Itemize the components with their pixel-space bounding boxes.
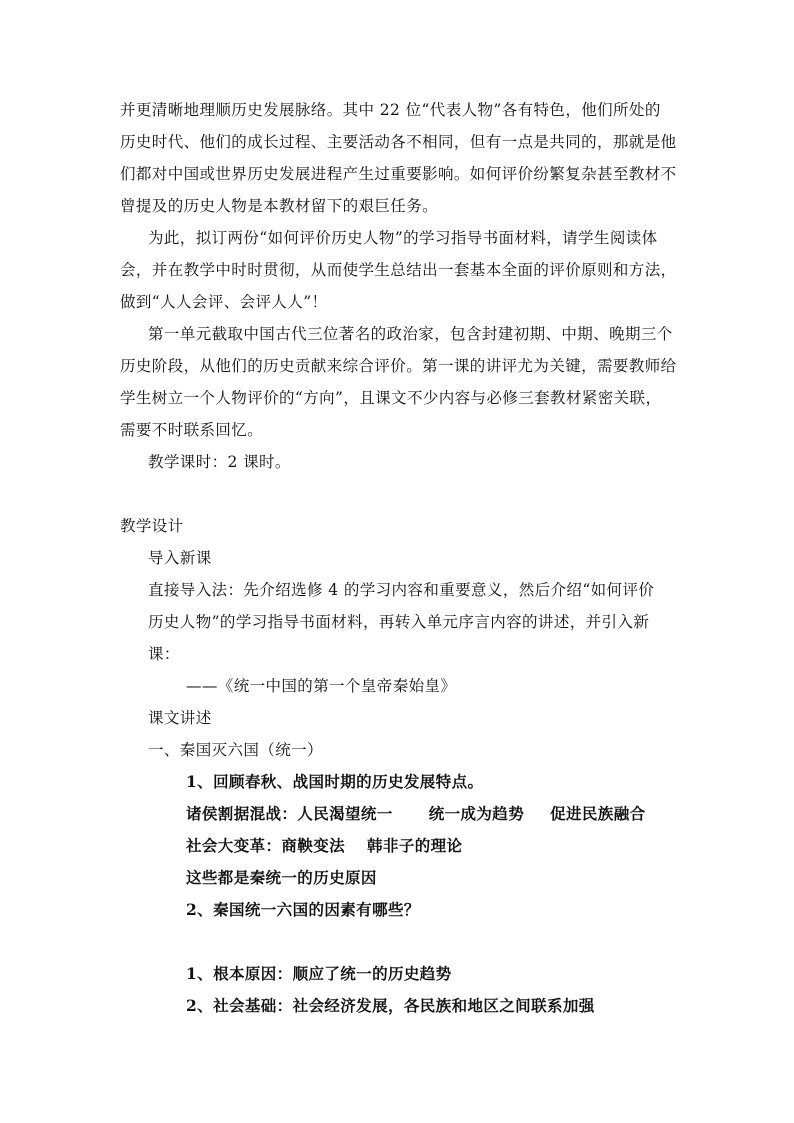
question-one-row <box>186 836 462 856</box>
intro-line: 历史人物”的学习指导书面材料，再转入单元序言内容的讲述，并引入新 <box>148 613 650 631</box>
section-heading: 教学设计 <box>120 517 184 535</box>
paragraph-line: 需要不时联系回忆。 <box>120 421 264 439</box>
paragraph-line: 做到“人人会评、会评人人”！ <box>120 293 328 311</box>
row-item: 诸侯割据混战：人民渴望统一 <box>186 804 393 823</box>
paragraph-line: 会，并在教学中时时贯彻，从而使学生总结出一套基本全面的评价原则和方法， <box>120 261 677 279</box>
intro-title: 导入新课 <box>148 549 212 567</box>
paragraph-line: 们都对中国或世界历史发展进程产生过重要影响。如何评价纷繁复杂甚至教材不 <box>120 165 677 183</box>
lesson-title: ——《统一中国的第一个皇帝秦始皇》 <box>186 677 457 695</box>
answer-line: 2、社会基础：社会经济发展，各民族和地区之间联系加强 <box>186 996 595 1015</box>
paragraph-line: 历史时代、他们的成长过程、主要活动各不相同，但有一点是共同的，那就是他 <box>120 133 677 151</box>
paragraph-line: 第一单元截取中国古代三位著名的政治家，包含封建初期、中期、晚期三个 <box>148 325 673 343</box>
lecture-title: 课文讲述 <box>148 709 212 727</box>
section-one-title: 一、秦国灭六国（统一） <box>148 741 323 759</box>
answer-line: 1、根本原因：顺应了统一的历史趋势 <box>186 964 452 983</box>
question-one-row <box>186 804 646 824</box>
row-item: 统一成为趋势 <box>428 804 525 823</box>
paragraph-line: 学生树立一个人物评价的“方向”，且课文不少内容与必修三套教材紧密关联， <box>120 389 662 407</box>
teaching-hours: 教学课时：2 课时。 <box>148 453 291 471</box>
paragraph-line: 历史阶段，从他们的历史贡献来综合评价。第一课的讲评尤为关键，需要教师给 <box>120 357 677 375</box>
row-item: 韩非子的理论 <box>367 836 463 855</box>
question-one-row: 这些都是秦统一的历史原因 <box>186 868 377 887</box>
row-item: 促进民族融合 <box>550 804 646 823</box>
question-two: 2、秦国统一六国的因素有哪些？ <box>186 900 420 919</box>
row-item: 社会大变革：商鞅变法 <box>186 836 346 855</box>
intro-line: 课： <box>148 645 180 663</box>
paragraph-line: 为此，拟订两份“如何评价历史人物”的学习指导书面材料，请学生阅读体 <box>148 229 658 247</box>
paragraph-line: 曾提及的历史人物是本教材留下的艰巨任务。 <box>120 197 439 215</box>
intro-line: 直接导入法：先介绍选修 4 的学习内容和重要意义，然后介绍“如何评价 <box>148 581 655 599</box>
question-one: 1、回顾春秋、战国时期的历史发展特点。 <box>186 772 484 791</box>
paragraph-line: 并更清晰地理顺历史发展脉络。其中 22 位“代表人物”各有特色，他们所处的 <box>120 101 661 119</box>
